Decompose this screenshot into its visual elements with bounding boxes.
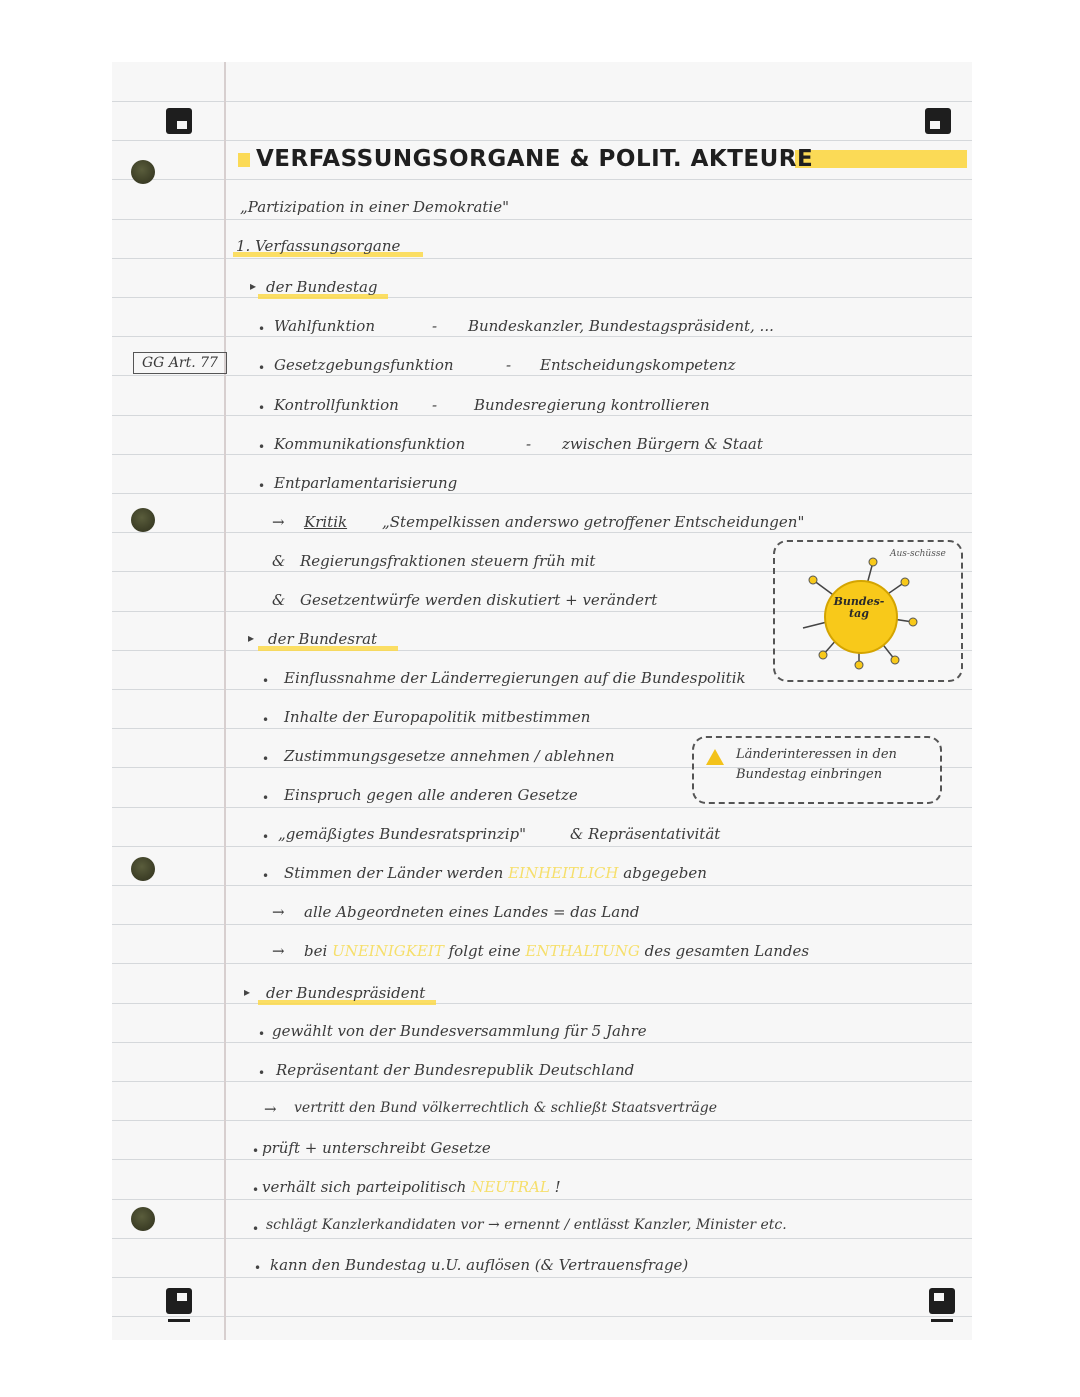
- arrow-icon: →: [272, 942, 285, 960]
- bundestag-heading: der Bundestag: [266, 278, 378, 296]
- arrow-icon: →: [272, 903, 285, 921]
- ruled-line: [112, 1159, 972, 1160]
- margin-line: [224, 62, 226, 1340]
- ruled-line: [112, 1277, 972, 1278]
- list-item: Einflussnahme der Länderregierungen auf die Bundespolitik: [284, 669, 746, 687]
- ruled-line: [112, 1120, 972, 1121]
- list-item: Regierungsfraktionen steuern früh mit: [300, 552, 596, 570]
- ruled-line: [112, 179, 972, 180]
- ruled-line: [112, 1042, 972, 1043]
- list-item: vertritt den Bund völkerrechtlich & schließt Staatsverträge: [294, 1100, 717, 1116]
- title-highlight: [238, 153, 250, 167]
- list-item: alle Abgeordneten eines Landes = das Land: [304, 903, 640, 921]
- corner-marker-icon: [166, 108, 192, 134]
- list-item: kann den Bundestag u.U. auflösen (& Vertrauensfrage): [270, 1256, 689, 1274]
- margin-note: GG Art. 77: [133, 352, 227, 374]
- list-item: schlägt Kanzlerkandidaten vor → ernennt / entlässt Kanzler, Minister etc.: [266, 1217, 787, 1233]
- kritik-text: „Stempelkissen anderswo getroffener Entscheidungen": [382, 513, 805, 531]
- ampersand-icon: &: [272, 552, 286, 570]
- ruled-line: [112, 532, 972, 533]
- list-item: Einspruch gegen alle anderen Gesetze: [284, 786, 578, 804]
- list-item-label: Entparlamentarisierung: [274, 474, 458, 492]
- note-text: Länderinteressen in den Bundestag einbringen: [736, 747, 897, 782]
- warning-icon: [706, 749, 724, 765]
- binder-hole: [131, 160, 155, 184]
- list-item: „gemäßigtes Bundesratsprinzip": [278, 825, 526, 843]
- list-item-label: Gesetzgebungsfunktion: [274, 356, 454, 374]
- ruled-line: [112, 297, 972, 298]
- list-item-detail: Bundeskanzler, Bundestagspräsident, ...: [468, 317, 774, 335]
- ruled-line: [112, 454, 972, 455]
- ruled-line: [112, 493, 972, 494]
- binder-hole: [131, 1207, 155, 1231]
- ruled-line: [112, 140, 972, 141]
- ruled-line: [112, 375, 972, 376]
- list-item: Gesetzentwürfe werden diskutiert + verändert: [300, 591, 658, 609]
- bundesrat-heading: der Bundesrat: [268, 630, 378, 648]
- arrow-icon: →: [264, 1100, 277, 1118]
- arrow-icon: →: [272, 513, 285, 531]
- ruled-line: [112, 924, 972, 925]
- ruled-line: [112, 1199, 972, 1200]
- list-item-label: Wahlfunktion: [274, 317, 375, 335]
- corner-marker-icon: [925, 108, 951, 134]
- list-item-label: Kommunikationsfunktion: [274, 435, 466, 453]
- ruled-line: [112, 728, 972, 729]
- list-item-detail: zwischen Bürgern & Staat: [562, 435, 763, 453]
- bundespraesident-heading: der Bundespräsident: [266, 984, 426, 1002]
- binder-hole: [131, 857, 155, 881]
- list-item: bei UNEINIGKEIT folgt eine ENTHALTUNG des gesamten Landes: [304, 942, 810, 960]
- diagram-center-label: Bundes-tag: [833, 595, 885, 620]
- list-item: Zustimmungsgesetze annehmen / ablehnen: [284, 747, 615, 765]
- list-item: & Repräsentativität: [570, 825, 721, 843]
- title-highlight: [795, 150, 967, 168]
- list-item-detail: Bundesregierung kontrollieren: [474, 396, 710, 414]
- list-item-detail: Entscheidungskompetenz: [540, 356, 736, 374]
- binder-hole: [131, 508, 155, 532]
- kritik-label: Kritik: [304, 513, 348, 531]
- list-item: verhält sich parteipolitisch NEUTRAL !: [262, 1178, 561, 1196]
- list-item-label: Kontrollfunktion: [274, 396, 399, 414]
- ruled-line: [112, 689, 972, 690]
- ruled-line: [112, 336, 972, 337]
- list-item: Stimmen der Länder werden EINHEITLICH abgegeben: [284, 864, 707, 882]
- list-item: Inhalte der Europapolitik mitbestimmen: [284, 708, 591, 726]
- diagram-label: Aus-schüsse: [890, 549, 946, 559]
- ruled-line: [112, 807, 972, 808]
- corner-marker-icon: [929, 1288, 955, 1314]
- ruled-line: [112, 1238, 972, 1239]
- page-subtitle: „Partizipation in einer Demokratie": [240, 198, 509, 216]
- list-item: prüft + unterschreibt Gesetze: [262, 1139, 491, 1157]
- section-heading: 1. Verfassungsorgane: [236, 237, 401, 255]
- ruled-line: [112, 1316, 972, 1317]
- ruled-line: [112, 963, 972, 964]
- ruled-line: [112, 1003, 972, 1004]
- ruled-line: [112, 885, 972, 886]
- ruled-line: [112, 101, 972, 102]
- ruled-line: [112, 219, 972, 220]
- corner-marker-icon: [166, 1288, 192, 1314]
- ampersand-icon: &: [272, 591, 286, 609]
- ruled-line: [112, 846, 972, 847]
- ruled-line: [112, 415, 972, 416]
- list-item: Repräsentant der Bundesrepublik Deutschland: [276, 1061, 635, 1079]
- page-title: VERFASSUNGSORGANE & POLIT. AKTEURE: [256, 146, 814, 172]
- ruled-line: [112, 258, 972, 259]
- list-item: gewählt von der Bundesversammlung für 5 Jahre: [272, 1022, 647, 1040]
- ruled-line: [112, 1081, 972, 1082]
